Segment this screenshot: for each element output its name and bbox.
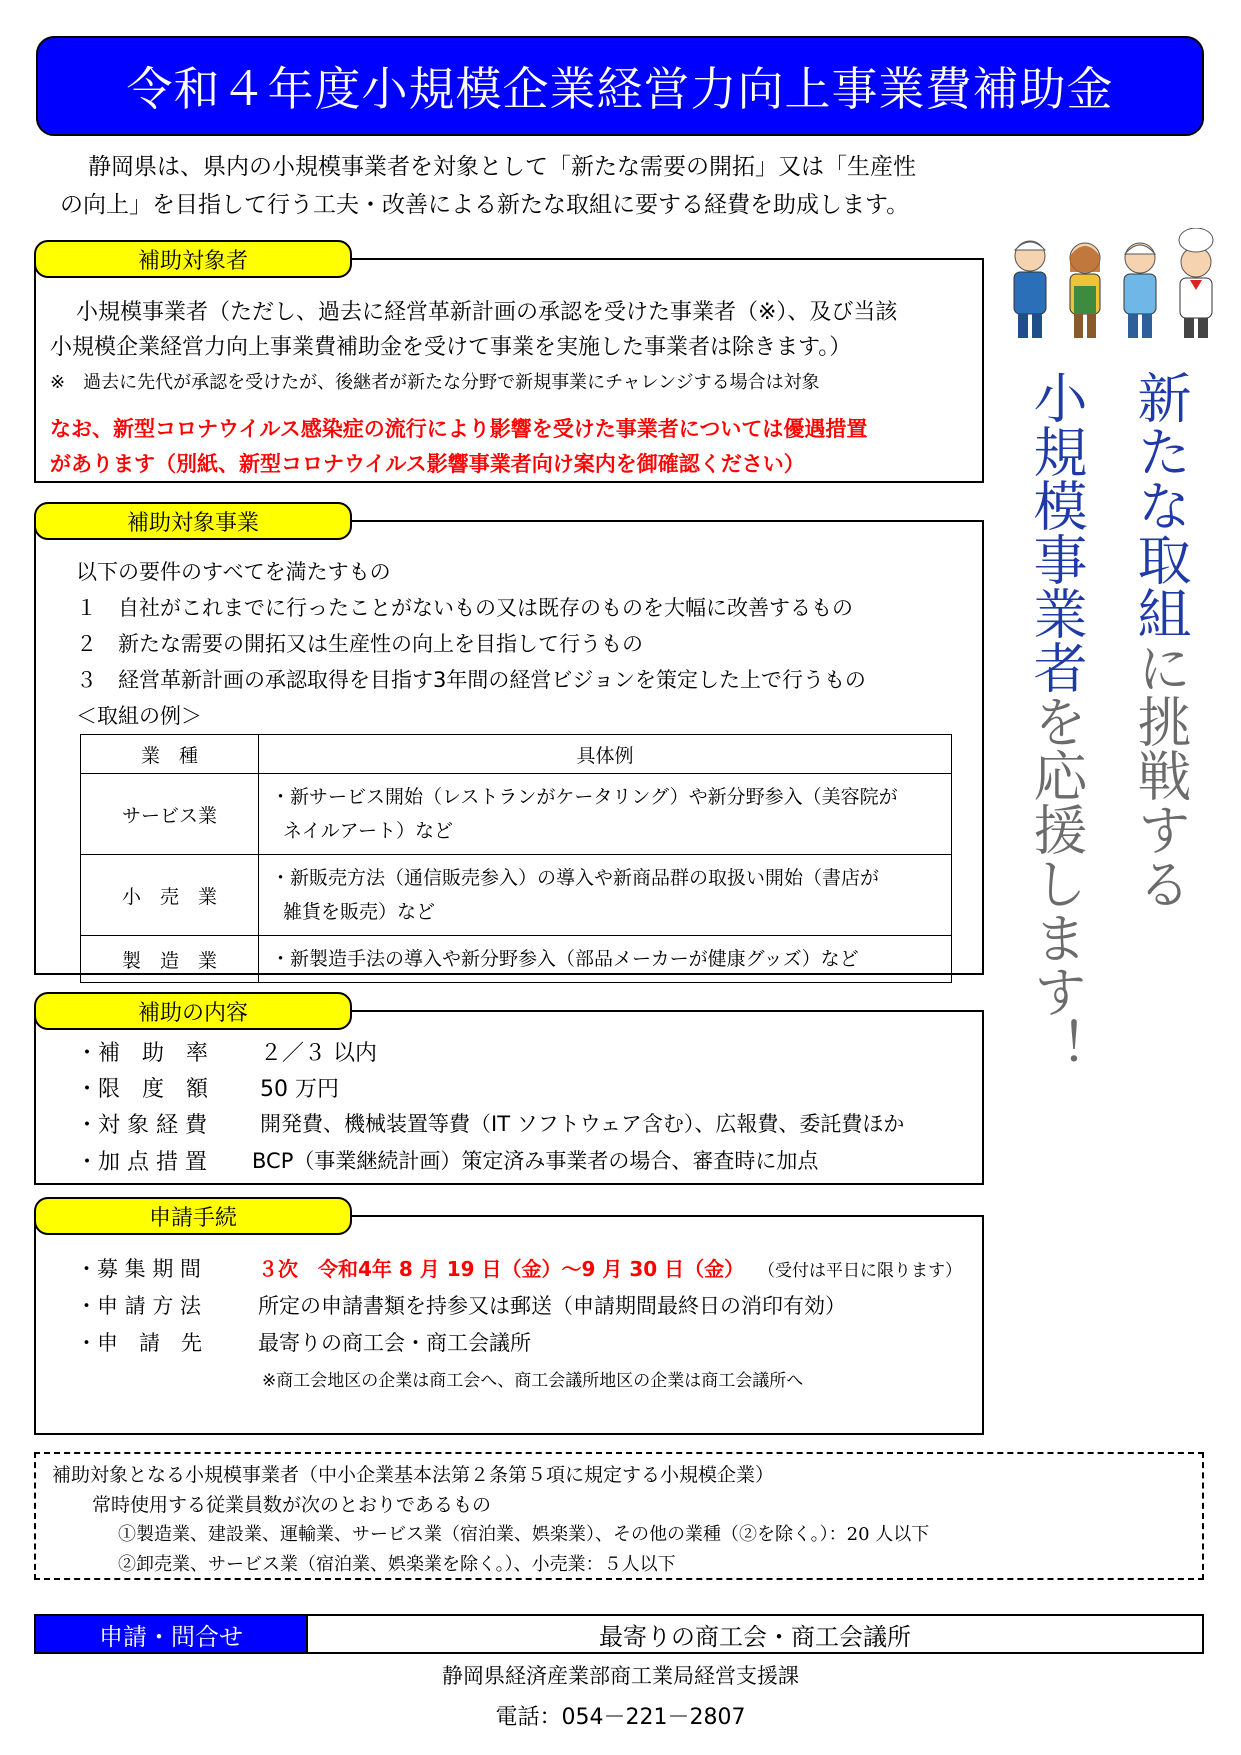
page-title: 令和４年度小規模企業経営力向上事業費補助金 bbox=[126, 62, 1114, 116]
row-type: 小 売 業 bbox=[81, 855, 259, 936]
row-example-line: ネイルアート）など bbox=[283, 820, 454, 842]
section-target-tab bbox=[34, 240, 352, 278]
section-application-tab bbox=[34, 1197, 352, 1235]
table-row bbox=[81, 774, 952, 855]
content-value: BCP（事業継続計画）策定済み事業者の場合、審査時に加点 bbox=[252, 1149, 819, 1173]
target-line-1: 小規模事業者（ただし、過去に経営革新計画の承認を受けた事業者（※）、及び当該 bbox=[76, 300, 898, 325]
def-line-1: 補助対象となる小規模事業者（中小企業基本法第２条第５項に規定する小規模企業） bbox=[52, 1464, 775, 1486]
target-line-2: 小規模企業経営力向上事業費補助金を受けて事業を実施した事業者は除きます。） bbox=[50, 335, 852, 360]
example-heading: ＜取組の例＞ bbox=[76, 704, 202, 728]
slogan-column-1 bbox=[1128, 370, 1192, 910]
definition-box bbox=[34, 1452, 1204, 1580]
def-line-4: ②卸売業、サービス業（宿泊業、娯楽業を除く。）、小売業：５人以下 bbox=[118, 1554, 676, 1575]
slogan-2b: を応援します！ bbox=[1025, 694, 1088, 1072]
col-example-header: 具体例 bbox=[259, 735, 952, 774]
period-note: （受付は平日に限ります） bbox=[758, 1261, 962, 1281]
row-example-line: ・新製造手法の導入や新分野参入（部品メーカーが健康グッズ）など bbox=[271, 948, 859, 970]
method-key: ・申 請 方 法 bbox=[76, 1294, 202, 1318]
dest-note: ※商工会地区の企業は商工会へ、商工会議所地区の企業は商工会議所へ bbox=[262, 1371, 804, 1391]
col-type-header: 業 種 bbox=[81, 735, 259, 774]
row-type: 製 造 業 bbox=[81, 936, 259, 983]
section-projects-label: 補助対象事業 bbox=[126, 510, 259, 536]
row-example bbox=[259, 855, 952, 936]
content-key: ・補 助 率 bbox=[76, 1041, 209, 1066]
section-application-label: 申請手続 bbox=[148, 1205, 237, 1231]
slogan-2a: 小規模事業者 bbox=[1025, 370, 1088, 694]
section-content-label: 補助の内容 bbox=[137, 1000, 248, 1026]
intro-line-2: の向上」を目指して行う工夫・改善による新たな取組に要する経費を助成します。 bbox=[60, 192, 910, 218]
table-header-row bbox=[81, 735, 952, 774]
dest-key: ・申 請 先 bbox=[76, 1331, 202, 1355]
slogan-1a: 新たな取組 bbox=[1129, 370, 1192, 640]
method-value: 所定の申請書類を持参又は郵送（申請期間最終日の消印有効） bbox=[258, 1294, 846, 1318]
dest-value: 最寄りの商工会・商工会議所 bbox=[258, 1331, 531, 1355]
contact-value: 最寄りの商工会・商工会議所 bbox=[599, 1622, 911, 1651]
contact-label: 申請・問合せ bbox=[36, 1616, 308, 1652]
examples-table bbox=[80, 734, 952, 983]
row-example-line: ・新販売方法（通信販売参入）の導入や新商品群の取扱い開始（書店が bbox=[271, 867, 880, 889]
req-intro: 以下の要件のすべてを満たすもの bbox=[76, 560, 391, 584]
target-note: ※ 過去に先代が承認を受けたが、後継者が新たな分野で新規事業にチャレンジする場合は対象 bbox=[50, 372, 820, 393]
row-example-line: ・新サービス開始（レストランがケータリング）や新分野参入（美容院が bbox=[271, 786, 898, 808]
workers-illustration-icon bbox=[1000, 228, 1230, 348]
req-3: ３ 経営革新計画の承認取得を目指す3年間の経営ビジョンを策定した上で行うもの bbox=[76, 668, 866, 692]
row-type: サービス業 bbox=[81, 774, 259, 855]
row-example bbox=[259, 774, 952, 855]
row-example bbox=[259, 936, 952, 983]
slogan-1b: に挑戦する bbox=[1129, 640, 1192, 910]
content-value: ２／３ 以内 bbox=[260, 1041, 377, 1066]
period-key: ・募 集 期 間 bbox=[76, 1257, 202, 1281]
period-value: ３次 令和4年 8 月 19 日（金）～9 月 30 日（金） bbox=[258, 1257, 745, 1281]
row-example-line: 雑貨を販売）など bbox=[283, 901, 436, 923]
title-banner bbox=[36, 36, 1204, 136]
intro-text bbox=[60, 148, 980, 224]
intro-line-1: 静岡県は、県内の小規模事業者を対象として「新たな需要の開拓」又は「生産性 bbox=[88, 154, 916, 180]
def-line-2: 常時使用する従業員数が次のとおりであるもの bbox=[92, 1494, 492, 1516]
section-projects-tab bbox=[34, 502, 352, 540]
target-red-1: なお、新型コロナウイルス感染症の流行により影響を受けた事業者については優遇措置 bbox=[50, 417, 868, 441]
content-key: ・限 度 額 bbox=[76, 1077, 209, 1102]
content-key: ・対 象 経 費 bbox=[76, 1113, 207, 1138]
target-red-2: があります（別紙、新型コロナウイルス影響事業者向け案内を御確認ください） bbox=[50, 452, 805, 476]
section-content-tab bbox=[34, 992, 352, 1030]
content-key: ・加 点 措 置 bbox=[76, 1150, 207, 1175]
contact-phone: 電話：054－221－2807 bbox=[495, 1705, 746, 1730]
req-1: １ 自社がこれまでに行ったことがないもの又は既存のものを大幅に改善するもの bbox=[76, 596, 853, 620]
slogan-column-2 bbox=[1024, 370, 1088, 1072]
contact-row bbox=[34, 1614, 1204, 1654]
section-application-box bbox=[34, 1215, 984, 1435]
content-value: 50 万円 bbox=[260, 1077, 339, 1102]
req-2: ２ 新たな需要の開拓又は生産性の向上を目指して行うもの bbox=[76, 632, 643, 656]
content-value: 開発費、機械装置等費（IT ソフトウェア含む）、広報費、委託費ほか bbox=[260, 1112, 905, 1136]
def-line-3: ①製造業、建設業、運輸業、サービス業（宿泊業、娯楽業）、その他の業種（②を除く。）：20 人以下 bbox=[118, 1524, 930, 1545]
contact-dept: 静岡県経済産業部商工業局経営支援課 bbox=[442, 1664, 799, 1688]
section-target-label: 補助対象者 bbox=[137, 248, 248, 274]
table-row bbox=[81, 855, 952, 936]
table-row bbox=[81, 936, 952, 983]
